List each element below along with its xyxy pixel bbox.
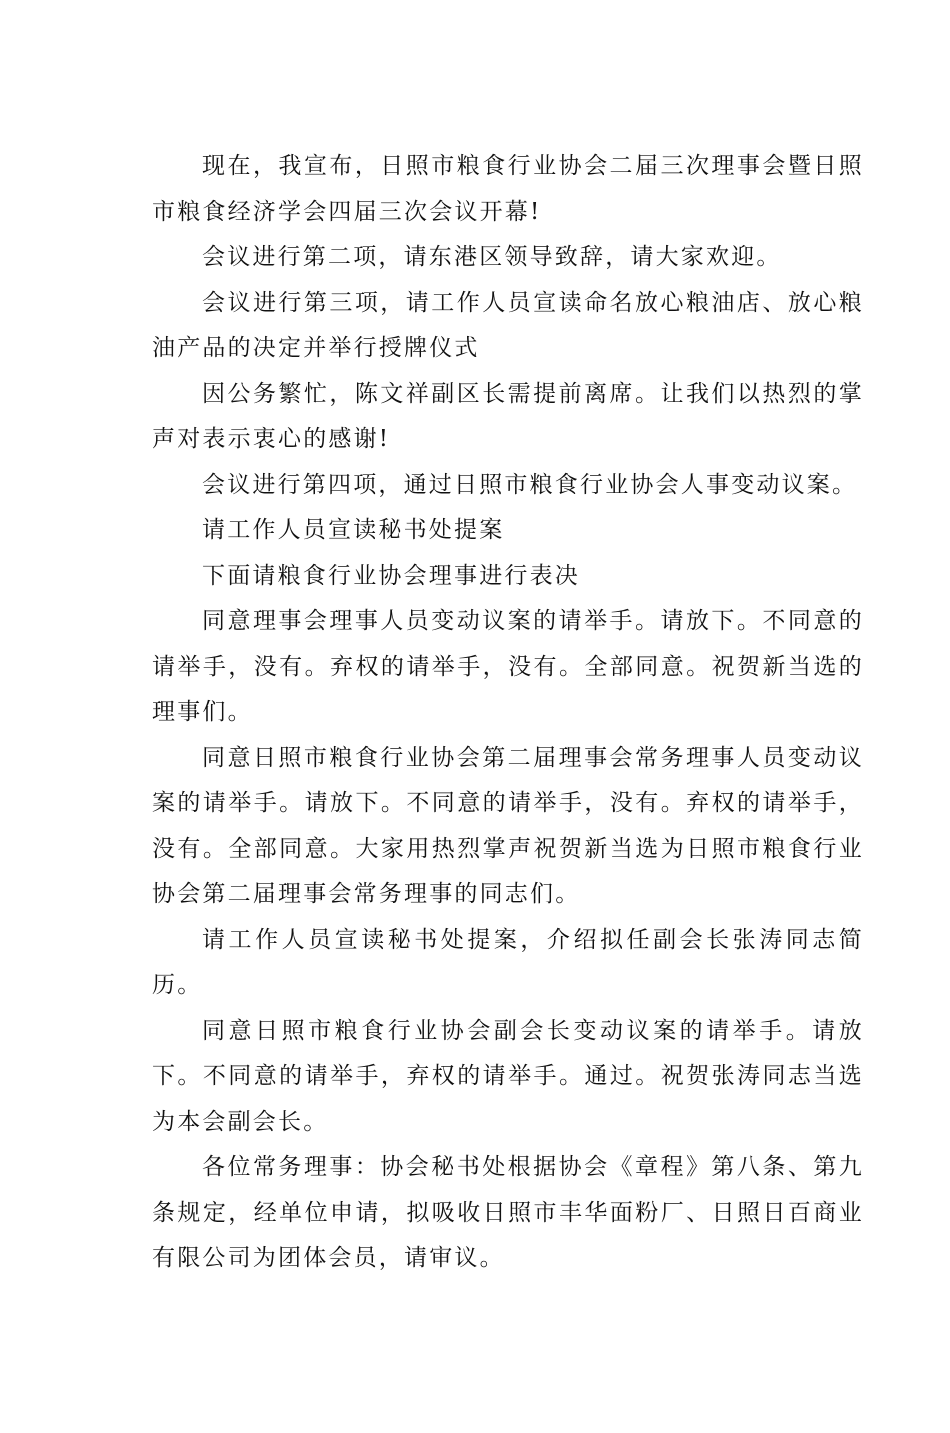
paragraph-item-3: 会议进行第三项，请工作人员宣读命名放心粮油店、放心粮油产品的决定并举行授牌仪式 [152,289,864,361]
paragraph-vote-intro: 下面请粮食行业协会理事进行表决 [202,562,580,589]
paragraph-leave-early: 因公务繁忙，陈文祥副区长需提前离席。让我们以热烈的掌声对表示衷心的感谢! [152,380,864,452]
paragraph-vote-standing-council: 同意日照市粮食行业协会第二届理事会常务理事人员变动议案的请举手。请放下。不同意的请举手，没有。弃权的请举手，没有。全部同意。大家用热烈掌声祝贺新当选为日照市粮食行业协会第二届理事会常务理事的同志们。 [152,744,864,907]
paragraph-secretariat-proposal: 请工作人员宣读秘书处提案 [202,517,505,543]
paragraph-vote-vice-president: 同意日照市粮食行业协会副会长变动议案的请举手。请放下。不同意的请举手，弃权的请举手。通过。祝贺张涛同志当选为本会副会长。 [152,1017,864,1135]
paragraph-item-4: 会议进行第四项，通过日照市粮食行业协会人事变动议案。 [202,471,858,498]
paragraph-item-2: 会议进行第二项，请东港区领导致辞，请大家欢迎。 [202,244,782,270]
document-body [152,144,864,1282]
paragraph-opening: 现在，我宣布，日照市粮食行业协会二届三次理事会暨日照市粮食经济学会四届三次会议开幕! [152,153,864,225]
paragraph-vice-president-proposal: 请工作人员宣读秘书处提案，介绍拟任副会长张涛同志简历。 [152,926,864,998]
paragraph-vote-council: 同意理事会理事人员变动议案的请举手。请放下。不同意的请举手，没有。弃权的请举手，没有。全部同意。祝贺新当选的理事们。 [152,608,864,725]
paragraph-new-members: 各位常务理事：协会秘书处根据协会《章程》第八条、第九条规定，经单位申请，拟吸收日照市丰华面粉厂、日照日百商业有限公司为团体会员，请审议。 [152,1154,864,1271]
